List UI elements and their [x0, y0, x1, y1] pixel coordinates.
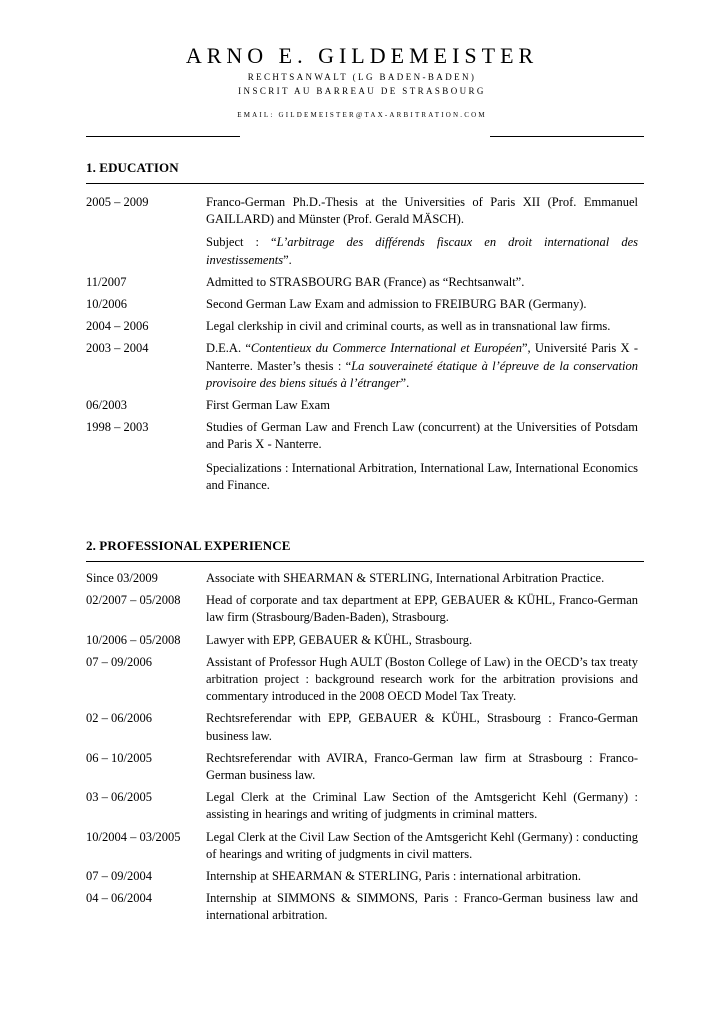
entry-description: Associate with SHEARMAN & STERLING, International Arbitration Practice.	[206, 571, 605, 585]
list-item	[86, 654, 638, 706]
entry-description: Admitted to STRASBOURG BAR (France) as “Rechtsanwalt”.	[206, 274, 525, 289]
list-item	[86, 890, 638, 924]
entry-date: 03 – 06/2005	[86, 790, 152, 805]
specializations: Specializations : International Arbitration, International Law, International Economics and Finance.	[206, 460, 638, 492]
entry-date: 2003 – 2004	[86, 341, 149, 356]
entry-description: Internship at SHEARMAN & STERLING, Paris : international arbitration.	[206, 869, 581, 884]
entry-date: 04 – 06/2004	[86, 891, 152, 906]
list-item	[86, 296, 638, 313]
entry-date: Since 03/2009	[86, 571, 158, 585]
entry-description: Assistant of Professor Hugh AULT (Boston College of Law) in the OECD’s tax treaty arbitration project : background research work for the arbitration provisions and commentary introduced in the 2008 OECD Model Tax Treaty.	[206, 654, 638, 704]
list-item	[86, 632, 638, 649]
entry-description: Legal Clerk at the Criminal Law Section of the Amtsgericht Kehl (Germany) : assisting in hearings and writing of judgments in criminal matters.	[206, 790, 638, 822]
experience-divider	[86, 561, 644, 562]
list-item	[86, 340, 638, 392]
entry-date: 1998 – 2003	[86, 420, 149, 435]
entry-date: 10/2006	[86, 297, 127, 312]
list-item	[86, 570, 638, 587]
list-item	[86, 750, 638, 784]
entry-description: Lawyer with EPP, GEBAUER & KÜHL, Strasbourg.	[206, 632, 473, 647]
entry-date: 06/2003	[86, 398, 127, 413]
entry-description: Second German Law Exam and admission to FREIBURG BAR (Germany).	[206, 297, 587, 312]
resume-header	[0, 42, 724, 119]
list-item	[86, 592, 638, 626]
list-item	[86, 318, 638, 335]
entry-text: Franco-German Ph.D.-Thesis at the Universities of Paris XII (Prof. Emmanuel GAILLARD) and Münster (Prof. Gerald MÄSCH).	[206, 195, 638, 227]
entry-date: 10/2004 – 03/2005	[86, 829, 181, 844]
entry-description: Head of corporate and tax department at EPP, GEBAUER & KÜHL, Franco-German law firm (Strasbourg/Baden-Baden), Strasbourg.	[206, 593, 638, 625]
list-item	[86, 419, 638, 494]
entry-description: D.E.A. “Contentieux du Commerce International et Européen”, Université Paris X - Nanterre. Master’s thesis : “La souveraineté étatique à l’épreuve de la conservation provisoire des biens situés à l’étranger”.	[206, 341, 638, 390]
thesis-subject: Subject : “L’arbitrage des différends fiscaux en droit international des investissements”.	[206, 235, 638, 267]
entry-description: Rechtsreferendar with AVIRA, Franco-German law firm at Strasbourg : Franco-German business law.	[206, 750, 638, 783]
education-heading: 1. EDUCATION	[86, 160, 179, 175]
list-item	[86, 397, 638, 414]
education-divider	[86, 183, 644, 184]
header-title-line-1: RECHTSANWALT (LG BADEN-BADEN)	[247, 72, 477, 82]
entry-description: Legal Clerk at the Civil Law Section of the Amtsgericht Kehl (Germany) : conducting of hearings and writing of judgments in civil matters.	[206, 829, 638, 861]
entry-description	[206, 194, 638, 269]
entry-text: Studies of German Law and French Law (concurrent) at the Universities of Potsdam and Paris X - Nanterre.	[206, 420, 638, 452]
entry-date: 07 – 09/2006	[86, 654, 152, 669]
experience-heading: 2. PROFESSIONAL EXPERIENCE	[86, 538, 291, 553]
list-item	[86, 789, 638, 823]
experience-list	[86, 570, 638, 930]
list-item	[86, 829, 638, 863]
entry-description: Rechtsreferendar with EPP, GEBAUER & KÜHL, Strasbourg : Franco-German business law.	[206, 711, 638, 743]
list-item	[86, 194, 638, 269]
entry-date: 11/2007	[86, 274, 127, 289]
entry-description: Internship at SIMMONS & SIMMONS, Paris : Franco-German business law and international arbitration.	[206, 891, 638, 923]
entry-date: 07 – 09/2004	[86, 869, 152, 884]
entry-date: 02/2007 – 05/2008	[86, 593, 181, 608]
entry-description: Legal clerkship in civil and criminal courts, as well as in transnational law firms.	[206, 319, 611, 334]
list-item	[86, 868, 638, 885]
header-divider-right	[490, 136, 644, 137]
education-list	[86, 194, 638, 499]
entry-description	[206, 419, 638, 494]
list-item	[86, 274, 638, 291]
entry-date: 10/2006 – 05/2008	[86, 632, 181, 647]
entry-date: 2004 – 2006	[86, 319, 149, 334]
entry-date: 02 – 06/2006	[86, 711, 152, 726]
applicant-name: ARNO E. GILDEMEISTER	[185, 43, 539, 68]
entry-date: 2005 – 2009	[86, 195, 149, 209]
header-divider-left	[86, 136, 240, 137]
email-address[interactable]: EMAIL: GILDEMEISTER@TAX-ARBITRATION.COM	[237, 111, 487, 119]
list-item	[86, 710, 638, 744]
entry-date: 06 – 10/2005	[86, 750, 152, 765]
header-title-line-2: INSCRIT AU BARREAU DE STRASBOURG	[238, 86, 486, 96]
entry-description: First German Law Exam	[206, 398, 330, 413]
